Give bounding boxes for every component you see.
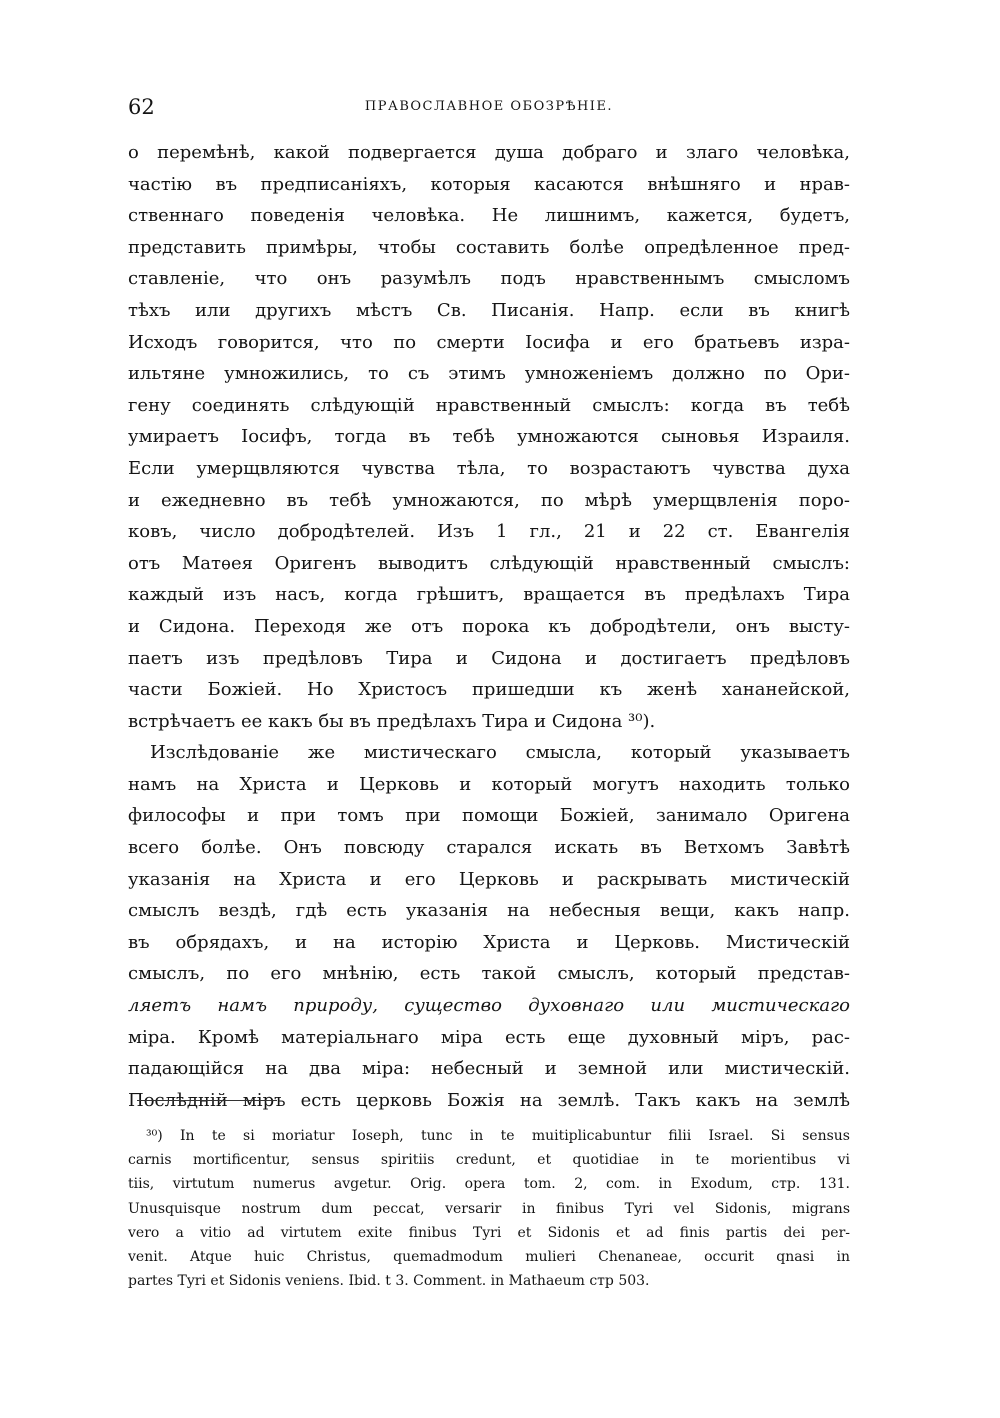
body-text — [128, 137, 850, 1116]
text-line: гену соединять слѣдующій нравственный смыслъ: когда въ тебѣ — [128, 394, 850, 416]
footnote-line: carnis mortificentur, sensus spiritiis credunt, et quotidiae in te morientibus vi — [128, 1152, 850, 1169]
footnote-line: venit. Atque huic Christus, quemadmodum mulieri Chenaneae, occurit qnasi in — [128, 1248, 850, 1265]
running-title: ПРАВОСЛАВНОЕ ОБОЗРѢНІЕ. — [364, 99, 614, 114]
footnote-line: partes Tyri et Sidonis veniens. Ibid. t 3. Comment. in Mathaeum стр 503. — [128, 1273, 650, 1290]
text-line: указанія на Христа и его Церковь и раскрывать мистическій — [128, 868, 850, 890]
text-line: ковъ, число добродѣтелей. Изъ 1 гл., 21 и 22 ст. Евангелія — [128, 521, 850, 543]
text-line: ляетъ намъ природу, существо духовнаго или мистическаго — [128, 995, 850, 1017]
text-line: въ обрядахъ, и на исторію Христа и Церковь. Мистическій — [128, 931, 850, 953]
text-line: отъ Матѳея Оригенъ выводитъ слѣдующій нравственный смыслъ: — [128, 552, 850, 574]
text-line: Послѣдній міръ есть церковь Божія на землѣ. Такъ какъ на землѣ — [128, 1089, 850, 1111]
text-line: Исходъ говорится, что по смерти Іосифа и его братьевъ изра- — [128, 331, 850, 353]
text-line: каждый изъ насъ, когда грѣшитъ, вращается въ предѣлахъ Тира — [128, 584, 850, 606]
text-line: о перемѣнѣ, какой подвергается душа добраго и злаго человѣка, — [128, 142, 850, 163]
text-line: смыслъ, по его мнѣнію, есть такой смыслъ, который представ- — [128, 963, 850, 985]
text-line: Изслѣдованіе же мистическаго смысла, который указываетъ — [150, 742, 850, 764]
footnote-line: Unusquisque nostrum dum peccat, versarir in finibus Tyri vel Sidonis, migrans — [128, 1200, 850, 1217]
text-line: паетъ изъ предѣловъ Тира и Сидона и достигаетъ предѣловъ — [128, 647, 850, 669]
footnote-divider — [137, 1100, 277, 1101]
text-line: философы и при томъ при помощи Божіей, занимало Оригена — [128, 805, 850, 827]
page-header — [128, 95, 850, 125]
text-line: тѣхъ или другихъ мѣстъ Св. Писанія. Напр. если въ книгѣ — [128, 299, 850, 321]
text-line: ственнаго поведенія человѣка. Не лишнимъ, кажется, будетъ, — [128, 205, 850, 227]
page-number: 62 — [128, 95, 155, 119]
text-line: ильтяне умножились, то съ этимъ умноженіемъ должно по Ори- — [128, 363, 850, 385]
footnote — [128, 1124, 850, 1293]
text-line: части Божіей. Но Христосъ пришедши къ женѣ хананейской, — [128, 679, 850, 701]
text-line: міра. Кромѣ матеріальнаго міра есть еще духовный міръ, рас- — [128, 1026, 850, 1048]
text-line: умираетъ Іосифъ, тогда въ тебѣ умножаются сыновья Израиля. — [128, 426, 850, 448]
text-line: ставленіе, что онъ разумѣлъ подъ нравственнымъ смысломъ — [128, 268, 850, 290]
text-line: и Сидона. Переходя же отъ порока къ добродѣтели, онъ высту- — [128, 615, 850, 637]
text-line: встрѣчаетъ ее какъ бы въ предѣлахъ Тира и Сидона ³⁰). — [128, 710, 656, 732]
text-line: смыслъ вездѣ, гдѣ есть указанія на небесныя вещи, какъ напр. — [128, 900, 850, 922]
text-line: падающійся на два міра: небесный и земной или мистическій. — [128, 1058, 850, 1080]
text-line: и ежедневно въ тебѣ умножаются, по мѣрѣ умерщвленія поро- — [128, 489, 850, 511]
footnote-line: ³⁰) In te si moriatur Ioseph, tunc in te muitiplicabuntur filii Israel. Si sensus — [146, 1128, 850, 1144]
text-line: всего болѣе. Онъ повсюду старался искать въ Ветхомъ Завѣтѣ — [128, 837, 850, 859]
text-line: частію въ предписаніяхъ, которыя касаются внѣшняго и нрав- — [128, 173, 850, 195]
footnote-line: tiis, virtutum numerus avgetur. Orig. opera tom. 2, com. in Exodum, стр. 131. — [128, 1176, 850, 1193]
footnote-line: vero a vitio ad virtutem exite finibus Tyri et Sidonis et ad finis partis dei per- — [128, 1224, 850, 1241]
text-line: Если умерщвляются чувства тѣла, то возрастаютъ чувства духа — [128, 457, 850, 479]
text-line: намъ на Христа и Церковь и который могутъ находить только — [128, 773, 850, 795]
text-line: представить примѣры, чтобы составить болѣе опредѣленное пред- — [128, 236, 850, 258]
